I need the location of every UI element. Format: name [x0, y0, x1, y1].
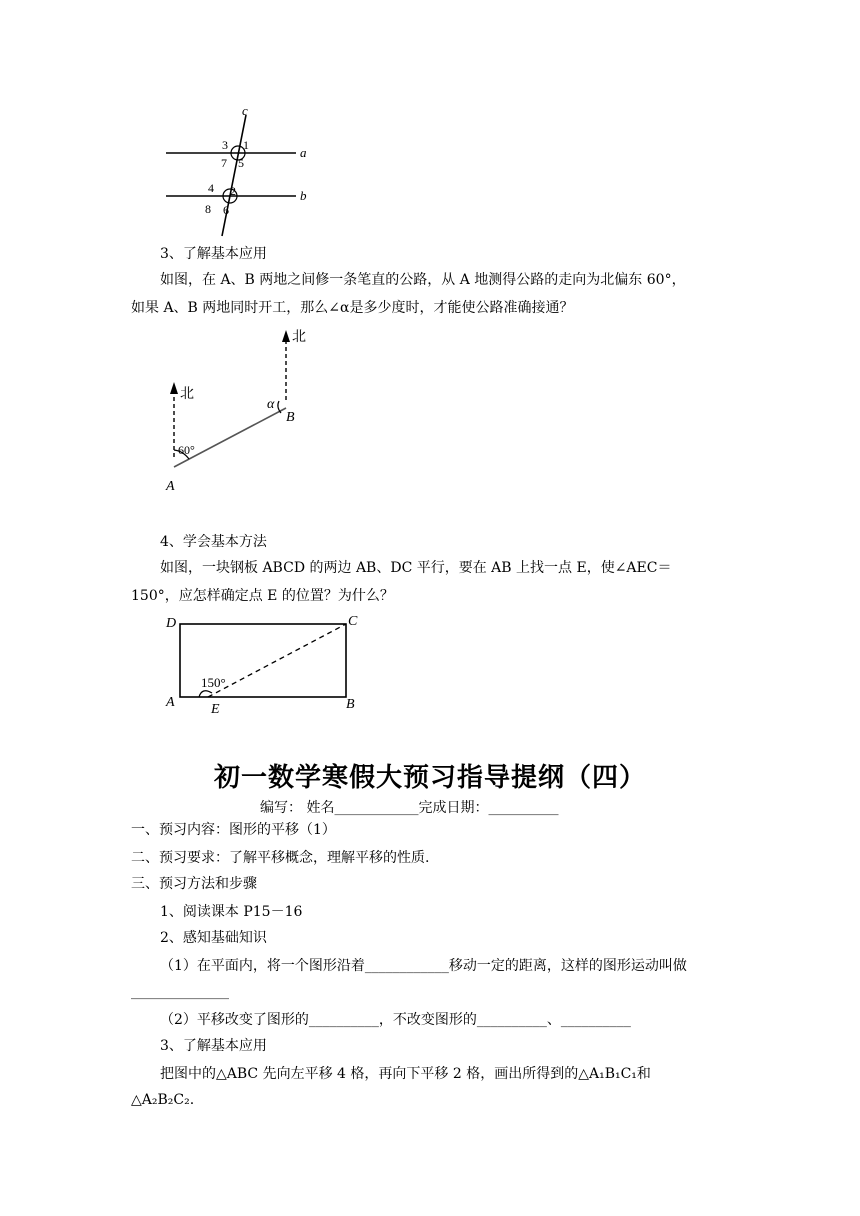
- angle-150-label: 150°: [201, 675, 226, 690]
- label-a: a: [300, 145, 307, 160]
- north-label-b: 北: [292, 330, 306, 345]
- line-c: [222, 115, 246, 236]
- label-b: b: [300, 188, 307, 203]
- point-c-label: C: [348, 614, 358, 629]
- angle-60-label: 60°: [178, 443, 195, 457]
- page-title: 初一数学寒假大预习指导提纲（四）: [213, 763, 646, 793]
- angle-2: 2: [230, 184, 236, 198]
- step2: 2、感知基础知识: [160, 930, 267, 946]
- angle-5: 5: [238, 156, 244, 170]
- question1-line2: ______________: [131, 984, 229, 1000]
- north-arrow-b: [282, 330, 290, 342]
- angle-alpha-label: α: [267, 397, 275, 412]
- angle-7: 7: [221, 156, 227, 170]
- angle-6: 6: [223, 203, 229, 217]
- section3-line2: 如果 A、B 两地同时开工，那么∠α是多少度时，才能使公路准确接通？: [131, 300, 574, 316]
- subtitle: 编写： 姓名____________完成日期：__________: [260, 800, 559, 816]
- parallel-lines-figure: [150, 100, 330, 240]
- section3-heading: 3、了解基本应用: [160, 246, 267, 262]
- application-line2: △A₂B₂C₂.: [131, 1092, 195, 1108]
- angle-1: 1: [243, 138, 249, 152]
- section4-line2: 150°，应怎样确定点 E 的位置？为什么？: [131, 588, 394, 604]
- road-ab: [174, 408, 286, 467]
- point-e-label: E: [211, 702, 220, 717]
- question1-line1: （1）在平面内，将一个图形沿着____________移动一定的距离，这样的图形运动叫做: [160, 958, 687, 974]
- point-b-label: B: [346, 697, 355, 712]
- part1: 一、预习内容：图形的平移（1）: [131, 822, 336, 838]
- point-a-label: A: [166, 695, 175, 710]
- road-bearing-figure: [150, 320, 330, 495]
- section4-line1: 如图，一块钢板 ABCD 的两边 AB、DC 平行，要在 AB 上找一点 E，使∠AEC＝: [160, 560, 672, 576]
- angle-3: 3: [222, 138, 228, 152]
- section4-heading: 4、学会基本方法: [160, 534, 267, 550]
- application-line1: 把图中的△ABC 先向左平移 4 格，再向下平移 2 格，画出所得到的△A₁B₁C₁和: [160, 1066, 651, 1082]
- section3-line1: 如图，在 A、B 两地之间修一条笔直的公路，从 A 地测得公路的走向为北偏东 60°，: [160, 272, 686, 288]
- step1: 1、阅读课本 P15－16: [160, 904, 303, 920]
- step3: 3、了解基本应用: [160, 1038, 267, 1054]
- question2: （2）平移改变了图形的__________，不改变图形的__________、__________: [160, 1012, 631, 1028]
- angle-8: 8: [205, 202, 211, 216]
- label-c: c: [242, 103, 248, 118]
- line-ec: [208, 624, 346, 697]
- steel-plate-figure: [150, 605, 380, 725]
- part2: 二、预习要求：了解平移概念，理解平移的性质.: [131, 850, 430, 866]
- point-a-label: A: [166, 479, 175, 494]
- north-label-a: 北: [180, 387, 194, 402]
- point-d-label: D: [166, 616, 177, 631]
- part3: 三、预习方法和步骤: [131, 876, 257, 892]
- north-arrow-a: [170, 382, 178, 394]
- point-b-label: B: [286, 410, 295, 425]
- angle-4: 4: [208, 181, 214, 195]
